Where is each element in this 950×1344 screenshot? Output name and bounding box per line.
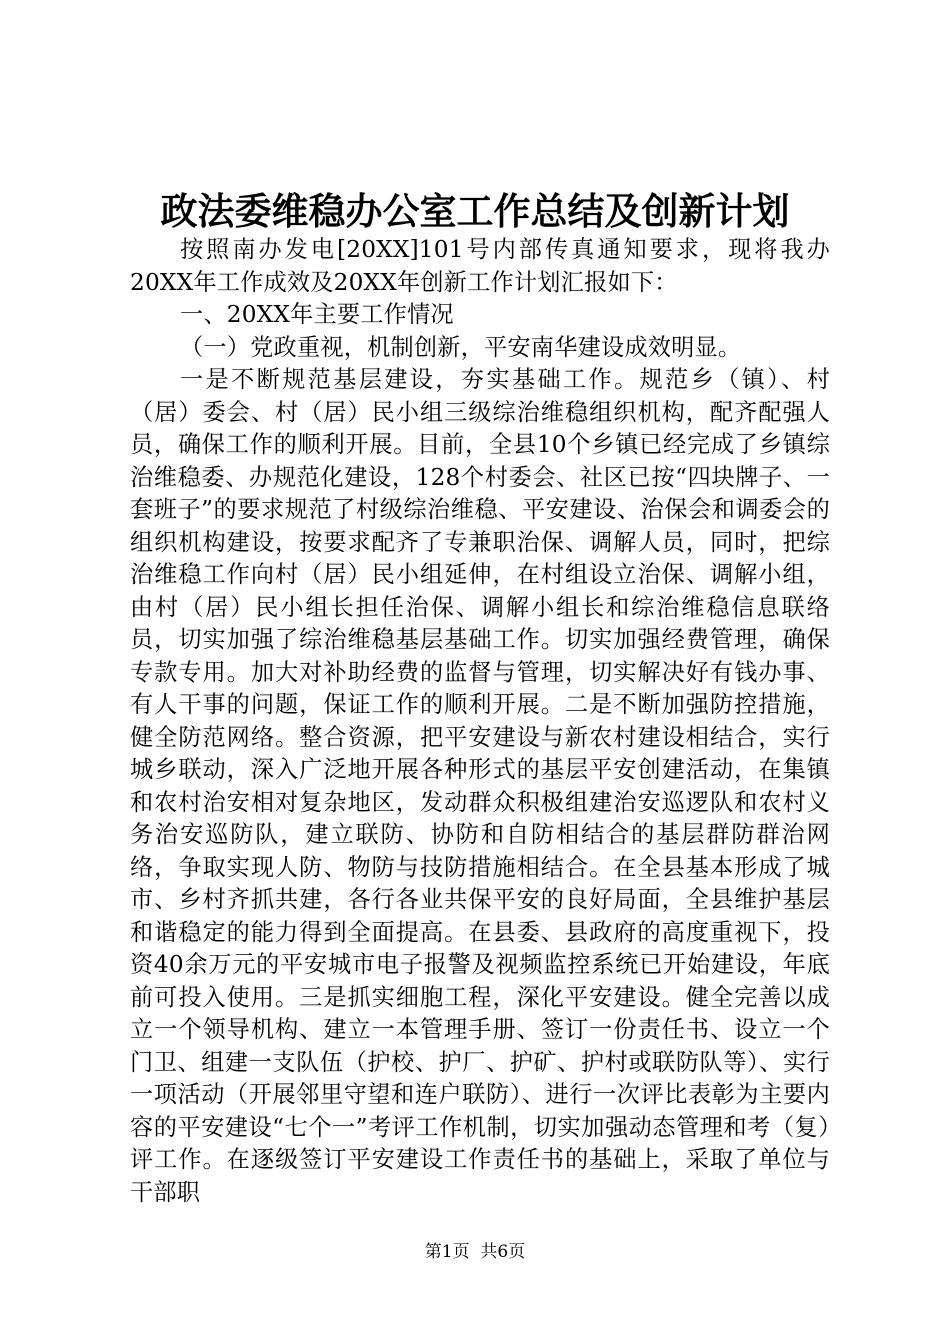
intro-paragraph: 按照南办发电[20XX]101号内部传真通知要求，现将我办20XX年工作成效及20XX年创新工作计划汇报如下： bbox=[130, 236, 830, 296]
document-body bbox=[130, 234, 830, 1209]
subsection-heading: （一）党政重视，机制创新，平安南华建设成效明显。 bbox=[180, 333, 742, 361]
section-heading: 一、20XX年主要工作情况 bbox=[180, 301, 454, 328]
document-title: 政法委维稳办公室工作总结及创新计划 bbox=[160, 189, 790, 233]
page-total: 共6页 bbox=[480, 1242, 526, 1262]
page-number: 第1页 bbox=[424, 1242, 470, 1262]
body-paragraph: 一是不断规范基层建设，夯实基础工作。规范乡（镇）、村（居）委会、村（居）民小组三级综治维稳组织机构，配齐配强人员，确保工作的顺利开展。目前，全县10个乡镇已经完成了乡镇综治维稳委、办规范化建设，128个村委会、社区已按“四块牌子、一套班子”的要求规范了村级综治维稳、平安建设、治保会和调委会的组织机构建设，按要求配齐了专兼职治保、调解人员，同时，把综治维稳工作向村（居）民小组延伸，在村组设立治保、调解小组，由村（居）民小组长担任治保、调解小组长和综治维稳信息联络员，切实加强了综治维稳基层基础工作。切实加强经费管理，确保专款专用。加大对补助经费的监督与管理，切实解决好有钱办事、有人干事的问题，保证工作的顺利开展。二是不断加强防控措施，健全防范网络。整合资源，把平安建设与新农村建设相结合，实行城乡联动，深入广泛地开展各种形式的基层平安创建活动，在集镇和农村治安相对复杂地区，发动群众积极组建治安巡逻队和农村义务治安巡防队，建立联防、协防和自防相结合的基层群防群治网络，争取实现人防、物防与技防措施相结合。在全县基本形成了城市、乡村齐抓共建，各行各业共保平安的良好局面，全县维护基层和谐稳定的能力得到全面提高。在县委、县政府的高度重视下，投资40余万元的平安城市电子报警及视频监控系统已开始建设，年底前可投入使用。三是抓实细胞工程，深化平安建设。健全完善以成立一个领导机构、建立一本管理手册、签订一份责任书、设立一个门卫、组建一支队伍（护校、护厂、护矿、护村或联防队等）、实行一项活动（开展邻里守望和连户联防）、进行一次评比表彰为主要内容的平安建设“七个一”考评工作机制，切实加强动态管理和考（复）评工作。在逐级签订平安建设工作责任书的基础上，采取了单位与干部职 bbox=[130, 366, 830, 1206]
page-footer bbox=[0, 1240, 950, 1264]
